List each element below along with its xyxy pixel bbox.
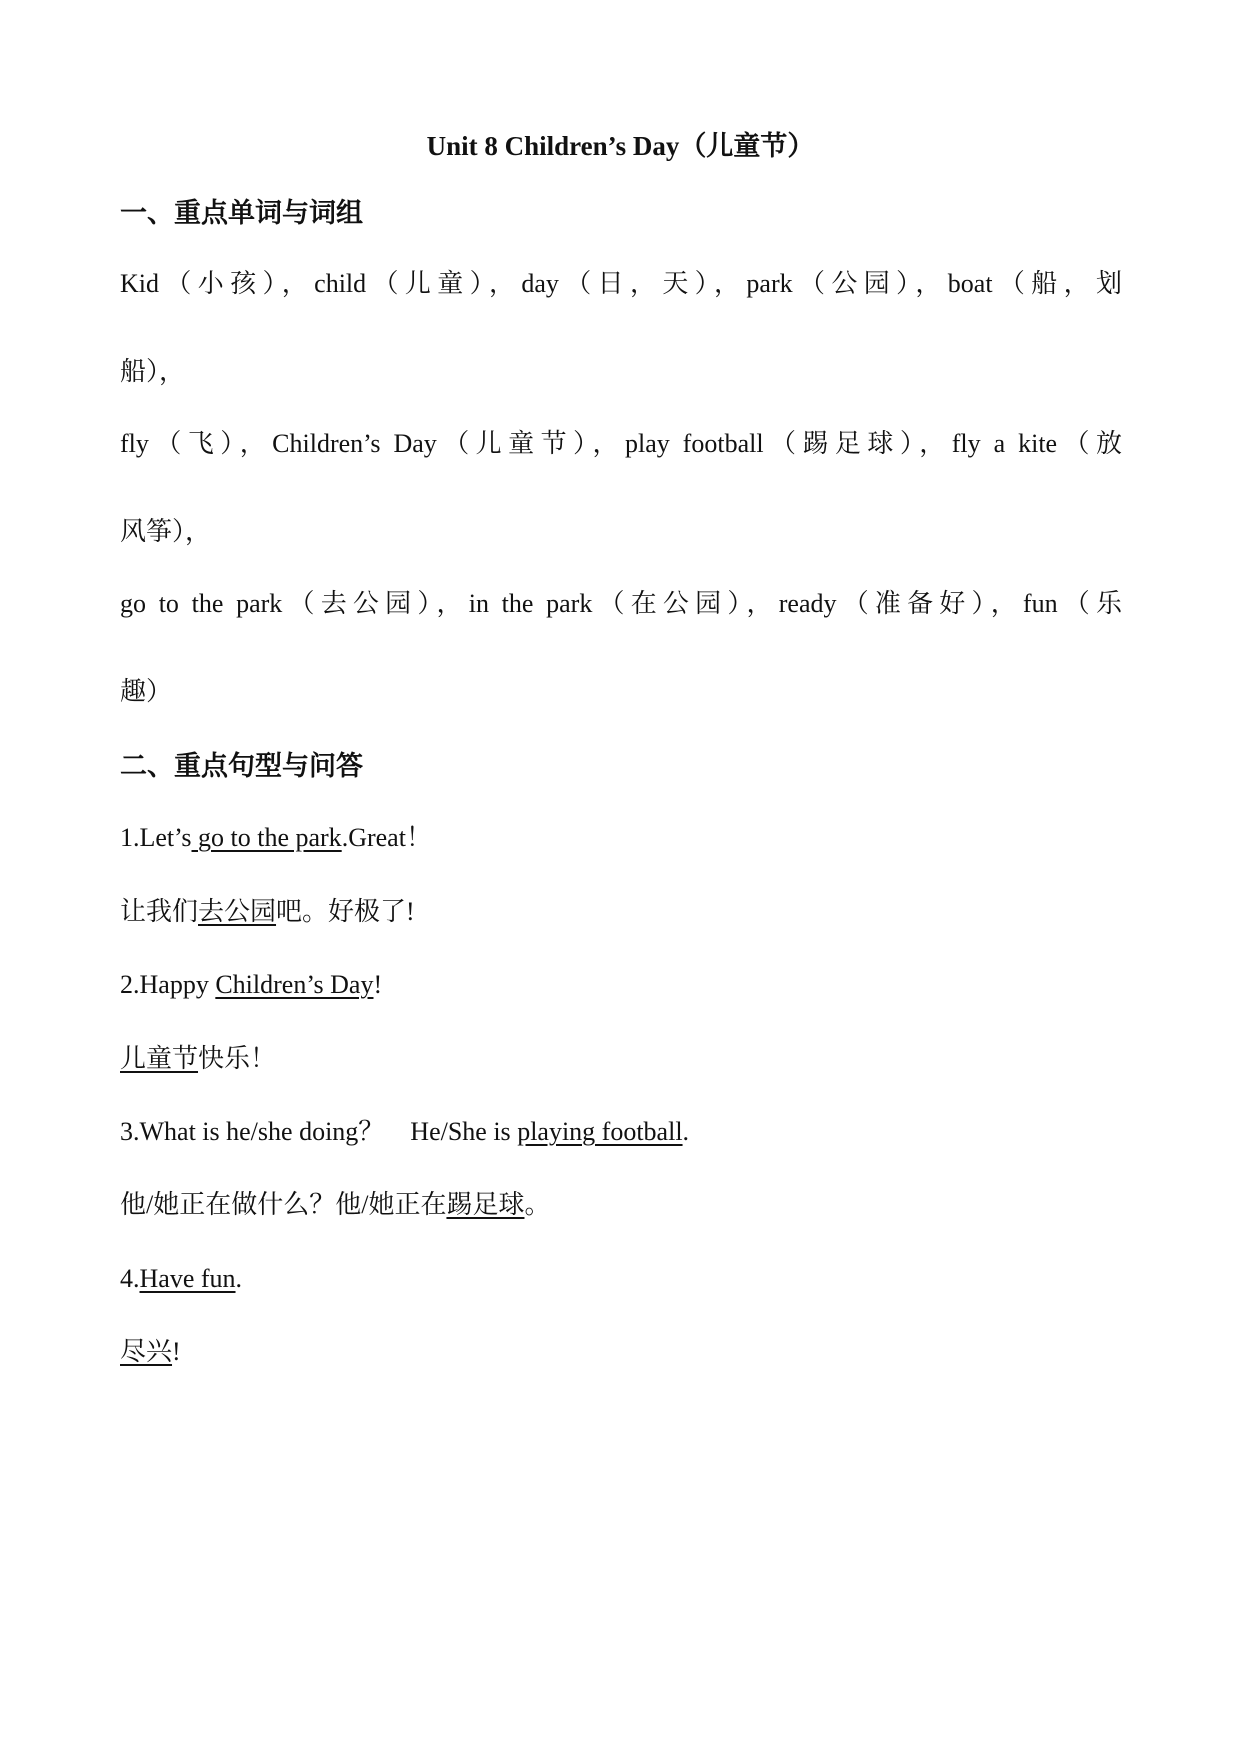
sentence-key-phrase: 踢足球: [446, 1190, 525, 1219]
sentence-text: 3.What is he/she doing？ He/She is: [120, 1117, 518, 1146]
sentence-chinese: [120, 1043, 276, 1074]
vocab-line: 船），: [120, 357, 186, 386]
sentence-text: .Great！: [341, 823, 432, 852]
vocab-line: go to the park（去公园），in the park（在公园），ready（准备好），fun（乐: [120, 589, 1122, 618]
sentence-chinese: [120, 1336, 181, 1367]
sentence-chinese: [120, 896, 415, 927]
sentence-text: 4.: [120, 1264, 140, 1293]
vocab-line: fly（飞），Children’s Day（儿童节），play football（踢足球），fly a kite（放: [120, 429, 1122, 458]
sentence-text: 让我们: [120, 897, 199, 926]
sentence-key-phrase: Children’s Day: [215, 970, 374, 999]
sentence-text: 他/她正在做什么？他/她正在: [120, 1190, 447, 1219]
sentence-text: 。: [524, 1190, 551, 1219]
vocab-line: 趣）: [120, 677, 173, 706]
page-title: Unit 8 Children’s Day（儿童节）: [426, 131, 815, 161]
sentence-key-phrase: playing football: [517, 1117, 683, 1146]
section-heading-sentences: 二、重点句型与问答: [120, 751, 363, 781]
vocab-line: Kid（小孩），child（儿童），day（日，天），park（公园），boat（船，划: [120, 269, 1122, 298]
sentence-english: [120, 1116, 689, 1147]
sentence-text: .: [235, 1264, 243, 1293]
sentence-text: 2.Happy: [120, 970, 216, 999]
sentence-english: [120, 969, 382, 1000]
sentence-key-phrase: go to the park: [191, 823, 342, 852]
sentence-text: 快乐！: [198, 1044, 277, 1073]
sentence-text: .: [682, 1117, 690, 1146]
sentence-key-phrase: Have fun: [139, 1264, 236, 1293]
sentence-key-phrase: 儿童节: [120, 1044, 199, 1073]
sentence-text: 1.Let’s: [120, 823, 192, 852]
sentence-text: !: [373, 970, 383, 999]
vocab-line: 风筝），: [120, 517, 212, 546]
section-heading-vocabulary: 一、重点单词与词组: [120, 198, 363, 228]
sentence-english: [120, 822, 432, 853]
sentence-chinese: [120, 1189, 550, 1220]
sentence-key-phrase: 去公园: [198, 897, 277, 926]
sentence-text: 吧。好极了!: [276, 897, 415, 926]
sentence-text: !: [172, 1337, 181, 1366]
sentence-english: [120, 1263, 242, 1294]
sentence-key-phrase: 尽兴: [120, 1337, 173, 1366]
